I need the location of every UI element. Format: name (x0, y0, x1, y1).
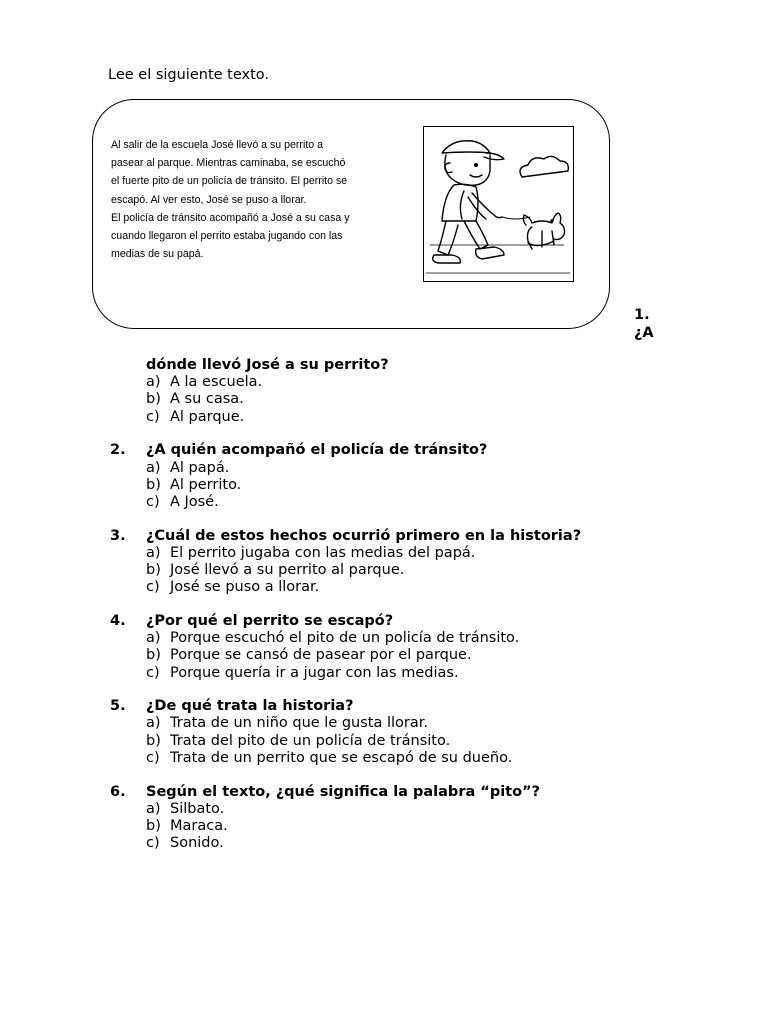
option-letter: a) (146, 374, 161, 391)
question-item (110, 357, 730, 426)
option-item (146, 391, 730, 408)
option-item (146, 579, 730, 596)
option-item (146, 647, 730, 664)
option-item (146, 562, 730, 579)
option-text: Sonido. (170, 835, 224, 852)
option-item (146, 733, 730, 750)
story-line: pasear al parque. Mientras caminaba, se escuchó (111, 157, 346, 170)
story-line: Al salir de la escuela José llevó a su perrito a (111, 139, 323, 151)
question-heading (110, 528, 730, 545)
question-1-start (634, 306, 654, 342)
question-item (110, 698, 730, 767)
question-number: 4. (110, 612, 126, 629)
option-item (146, 630, 730, 647)
instruction-text: Lee el siguiente texto. (108, 67, 270, 83)
option-text: A José. (170, 493, 219, 510)
question-list (110, 357, 730, 869)
option-list (110, 374, 730, 426)
option-text: Silbato. (170, 800, 225, 817)
option-letter: c) (146, 579, 160, 596)
question-text-start: ¿A (634, 325, 654, 341)
option-text: El perrito jugaba con las medias del papá. (170, 544, 476, 561)
question-text: Según el texto, ¿qué significa la palabra “pito”? (146, 783, 541, 800)
question-text: ¿De qué trata la historia? (146, 698, 354, 715)
option-letter: a) (146, 459, 161, 476)
option-text: Al perrito. (170, 476, 242, 493)
option-text: Porque se cansó de pasear por el parque. (170, 647, 472, 664)
question-heading (110, 698, 730, 715)
option-text: A la escuela. (170, 374, 263, 391)
option-text: Trata del pito de un policía de tránsito. (170, 732, 451, 749)
question-text: dónde llevó José a su perrito? (146, 357, 389, 373)
story-line: escapó. Al ver esto, José se puso a llorar. (111, 193, 307, 206)
option-text: Porque escuchó el pito de un policía de tránsito. (170, 630, 520, 647)
option-text: José se puso a llorar. (170, 579, 320, 596)
question-heading (110, 784, 730, 801)
option-letter: b) (146, 391, 161, 408)
option-letter: a) (146, 630, 161, 647)
option-letter: c) (146, 835, 160, 852)
option-item (146, 818, 730, 835)
option-list (110, 460, 730, 512)
option-letter: b) (146, 476, 161, 493)
option-text: Trata de un perrito que se escapó de su dueño. (170, 749, 513, 766)
option-list (110, 630, 730, 682)
question-item (110, 784, 730, 853)
option-letter: a) (146, 544, 161, 561)
question-number: 5. (110, 698, 126, 715)
option-letter: a) (146, 800, 161, 817)
option-letter: c) (146, 664, 160, 681)
story-line: el fuerte pito de un policía de tránsito. El perrito se (111, 175, 348, 188)
option-letter: c) (146, 493, 160, 510)
question-text: ¿Por qué el perrito se escapó? (146, 612, 394, 629)
option-list (110, 715, 730, 767)
question-text: ¿A quién acompañó el policía de tránsito? (146, 442, 488, 459)
boy-walking-dog-illustration (423, 126, 574, 282)
option-item (146, 477, 730, 494)
option-letter: c) (146, 408, 160, 425)
story-text (111, 136, 401, 263)
option-letter: c) (146, 749, 160, 766)
option-text: Trata de un niño que le gusta llorar. (170, 715, 428, 732)
option-item (146, 460, 730, 477)
option-item (146, 374, 730, 391)
option-text: A su casa. (170, 391, 244, 408)
story-line: El policía de tránsito acompañó a José a su casa y (111, 211, 350, 224)
option-item (146, 409, 730, 426)
option-item (146, 665, 730, 682)
question-text: ¿Cuál de estos hechos ocurrió primero en la historia? (146, 527, 582, 544)
option-text: Al parque. (170, 408, 245, 425)
option-item (146, 801, 730, 818)
option-list (110, 801, 730, 853)
option-text: Porque quería ir a jugar con las medias. (170, 664, 459, 681)
question-item (110, 613, 730, 682)
option-text: Maraca. (170, 817, 228, 834)
option-letter: b) (146, 817, 161, 834)
question-number: 3. (110, 527, 126, 544)
question-number: 1. (634, 307, 650, 323)
option-letter: b) (146, 732, 161, 749)
question-heading (110, 442, 730, 459)
option-list (110, 545, 730, 597)
question-item (110, 442, 730, 511)
option-item (146, 715, 730, 732)
option-text: Al papá. (170, 459, 230, 476)
option-item (146, 835, 730, 852)
story-line: medias de su papá. (111, 248, 204, 261)
option-item (146, 545, 730, 562)
question-item (110, 528, 730, 597)
question-number: 2. (110, 442, 126, 459)
question-number: 6. (110, 783, 126, 800)
option-letter: b) (146, 647, 161, 664)
question-heading (110, 613, 730, 630)
option-letter: a) (146, 715, 161, 732)
option-item (146, 750, 730, 767)
option-text: José llevó a su perrito al parque. (170, 562, 405, 579)
reading-text-box (92, 99, 610, 329)
story-line: cuando llegaron el perrito estaba jugando con las (111, 230, 343, 243)
option-item (146, 494, 730, 511)
option-letter: b) (146, 562, 161, 579)
